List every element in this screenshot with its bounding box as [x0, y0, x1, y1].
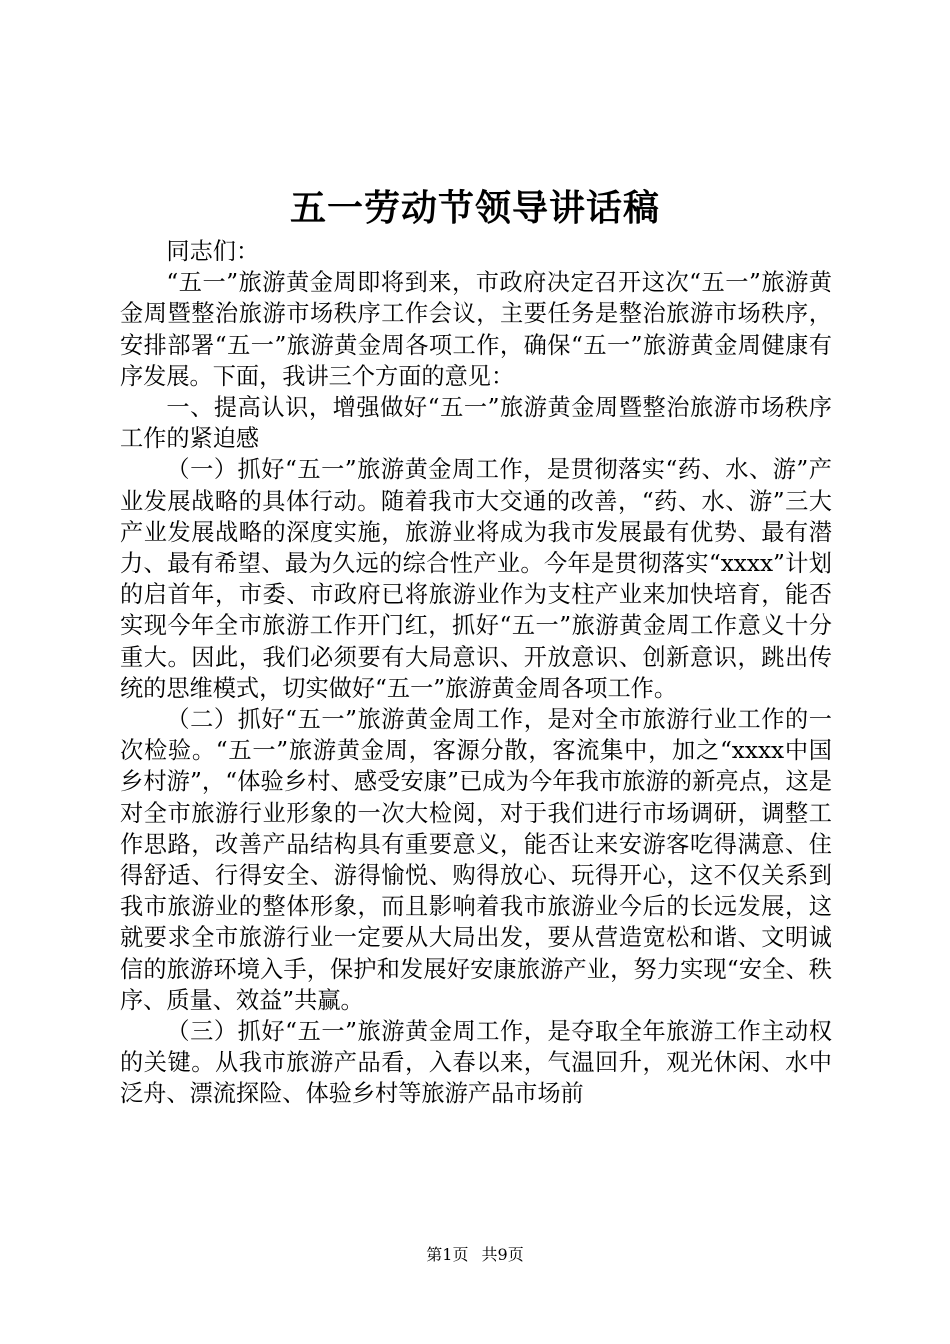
section-heading-1: 一、提高认识，增强做好“五一”旅游黄金周暨整治旅游市场秩序工作的紧迫感: [120, 394, 832, 453]
page-number: 第1页: [426, 1245, 469, 1264]
document-body: [120, 236, 832, 1110]
paragraph-intro: “五一”旅游黄金周即将到来，市政府决定召开这次“五一”旅游黄金周暨整治旅游市场秩序工作会议，主要任务是整治旅游市场秩序，安排部署“五一”旅游黄金周各项工作，确保“五一”旅游黄金周健康有序发展。下面，我讲三个方面的意见：: [120, 269, 832, 390]
salutation: 同志们：: [166, 238, 260, 265]
paragraph-point-2: （二）抓好“五一”旅游黄金周工作，是对全市旅游行业工作的一次检验。“五一”旅游黄金周，客源分散，客流集中，加之“xxxx中国乡村游”，“体验乡村、感受安康”已成为今年我市旅游的新亮点，这是对全市旅游行业形象的一次大检阅，对于我们进行市场调研，调整工作思路，改善产品结构具有重要意义，能否让来安游客吃得满意、住得舒适、行得安全、游得愉悦、购得放心、玩得开心，这不仅关系到我市旅游业的整体形象，而且影响着我市旅游业今后的长远发展，这就要求全市旅游行业一定要从大局出发，要从营造宽松和谐、文明诚信的旅游环境入手，保护和发展好安康旅游产业，努力实现“安全、秩序、质量、效益”共赢。: [120, 706, 832, 1014]
page-total: 共9页: [481, 1245, 524, 1264]
paragraph-point-3: （三）抓好“五一”旅游黄金周工作，是夺取全年旅游工作主动权的关键。从我市旅游产品看，入春以来，气温回升，观光休闲、水中泛舟、漂流探险、体验乡村等旅游产品市场前: [120, 1018, 832, 1108]
document-title: 五一劳动节领导讲话稿: [289, 187, 660, 229]
page-footer: [0, 1244, 950, 1266]
paragraph-point-1: （一）抓好“五一”旅游黄金周工作，是贯彻落实“药、水、游”产业发展战略的具体行动。随着我市大交通的改善，“药、水、游”三大产业发展战略的深度实施，旅游业将成为我市发展最有优势、最有潜力、最有希望、最为久远的综合性产业。今年是贯彻落实“xxxx”计划的启首年，市委、市政府已将旅游业作为支柱产业来加快培育，能否实现今年全市旅游工作开门红，抓好“五一”旅游黄金周工作意义十分重大。因此，我们必须要有大局意识、开放意识、创新意识，跳出传统的思维模式，切实做好“五一”旅游黄金周各项工作。: [120, 456, 832, 702]
